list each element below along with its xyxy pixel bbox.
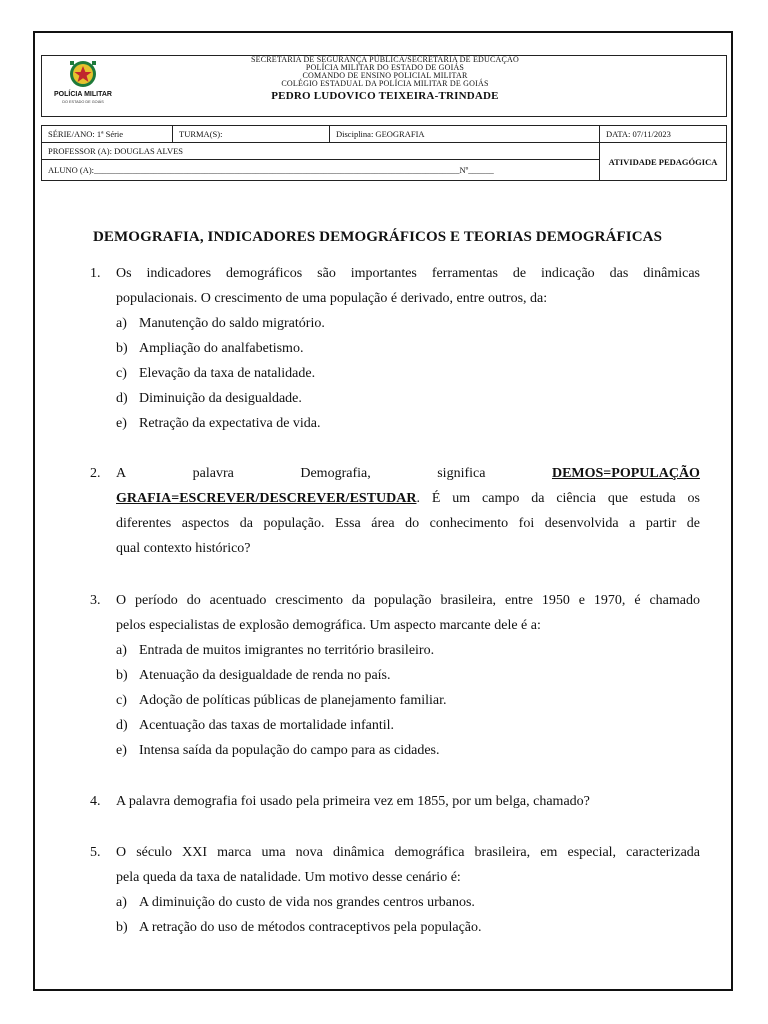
question-2 bbox=[90, 461, 700, 561]
question-text-line: O século XXI marca uma nova dinâmica demográfica brasileira, em especial, caracterizada bbox=[116, 845, 700, 860]
question-4 bbox=[90, 789, 700, 814]
logo-text-main: POLÍCIA MILITAR bbox=[54, 91, 112, 98]
question-text-line: A palavra demografia foi usado pela primeira vez em 1855, por um belga, chamado? bbox=[116, 794, 590, 809]
question-text-line: GRAFIA=ESCREVER/DESCREVER/ESTUDAR. É um campo da ciência que estuda os bbox=[116, 491, 700, 506]
question-text-line: qual contexto histórico? bbox=[116, 541, 251, 556]
answer-option: e) Intensa saída da população do campo para as cidades. bbox=[116, 743, 440, 758]
question-number: 4. bbox=[90, 794, 101, 809]
info-table bbox=[41, 125, 727, 181]
grafia-term: GRAFIA=ESCREVER/DESCREVER/ESTUDAR bbox=[116, 491, 417, 506]
question-number: 1. bbox=[90, 266, 101, 281]
answer-option: c) Adoção de políticas públicas de planejamento familiar. bbox=[116, 693, 447, 708]
question-1 bbox=[90, 261, 700, 436]
question-3 bbox=[90, 588, 700, 763]
question-text-line: A palavra Demografia, significa DEMOS=POPULAÇÃO bbox=[116, 461, 700, 486]
answer-option: a) A diminuição do custo de vida nos grandes centros urbanos. bbox=[116, 895, 475, 910]
police-logo bbox=[48, 57, 126, 107]
answer-option: b) Ampliação do analfabetismo. bbox=[116, 341, 304, 356]
turma-field: TURMA(S): bbox=[173, 126, 330, 143]
institution-line: POLÍCIA MILITAR DO ESTADO DE GOIÁS bbox=[305, 63, 465, 72]
logo-text-sub: DO ESTADO DE GOIÁS bbox=[62, 100, 104, 104]
answer-option: d) Acentuação das taxas de mortalidade infantil. bbox=[116, 718, 395, 733]
question-text-line: pelos especialistas de explosão demográfica. Um aspecto marcante dele é a: bbox=[116, 618, 541, 633]
answer-option: b) A retração do uso de métodos contraceptivos pela população. bbox=[116, 920, 482, 935]
question-text-line: diferentes aspectos da população. Essa área do conhecimento foi desenvolvida a partir de bbox=[116, 516, 700, 531]
question-text-line: Os indicadores demográficos são importantes ferramentas de indicação das dinâmicas bbox=[116, 266, 700, 281]
question-number: 5. bbox=[90, 845, 101, 860]
institution-header bbox=[130, 56, 640, 103]
disciplina-field: Disciplina: GEOGRAFIA bbox=[330, 126, 600, 143]
atividade-label: ATIVIDADE PEDAGÓGICA bbox=[600, 143, 727, 181]
answer-option: d) Diminuição da desigualdade. bbox=[116, 391, 302, 406]
aluno-field: ALUNO (A):______________________________________________________________________________________Nº______ bbox=[42, 160, 600, 181]
demos-term: DEMOS=POPULAÇÃO bbox=[551, 466, 700, 481]
question-text-line: O período do acentuado crescimento da população brasileira, entre 1950 e 1970, é chamado bbox=[116, 593, 700, 608]
question-number: 3. bbox=[90, 593, 101, 608]
page-title: DEMOGRAFIA, INDICADORES DEMOGRÁFICOS E TEORIAS DEMOGRÁFICAS bbox=[93, 229, 663, 245]
answer-option: a) Manutenção do saldo migratório. bbox=[116, 316, 325, 331]
question-text-line: populacionais. O crescimento de uma população é derivado, entre outros, da: bbox=[116, 291, 548, 306]
professor-field: PROFESSOR (A): DOUGLAS ALVES bbox=[42, 143, 600, 160]
answer-option: b) Atenuação da desigualdade de renda no país. bbox=[116, 668, 391, 683]
question-number: 2. bbox=[90, 466, 101, 481]
question-text-line: pela queda da taxa de natalidade. Um motivo desse cenário é: bbox=[116, 870, 461, 885]
institution-line: COLÉGIO ESTADUAL DA POLÍCIA MILITAR DE GOIÁS bbox=[281, 79, 489, 88]
institution-line: COMANDO DE ENSINO POLICIAL MILITAR bbox=[302, 71, 468, 80]
institution-line: SECRETARIA DE SEGURANÇA PÚBLICA/SECRETARIA DE EDUCAÇÃO bbox=[251, 55, 519, 64]
data-field: DATA: 07/11/2023 bbox=[600, 126, 727, 143]
serie-field: SÉRIE/ANO: 1ª Série bbox=[42, 126, 173, 143]
question-5 bbox=[90, 840, 700, 940]
answer-option: e) Retração da expectativa de vida. bbox=[116, 416, 321, 431]
answer-option: a) Entrada de muitos imigrantes no território brasileiro. bbox=[116, 643, 435, 658]
school-name: PEDRO LUDOVICO TEIXEIRA-TRINDADE bbox=[271, 90, 499, 102]
answer-option: c) Elevação da taxa de natalidade. bbox=[116, 366, 316, 381]
